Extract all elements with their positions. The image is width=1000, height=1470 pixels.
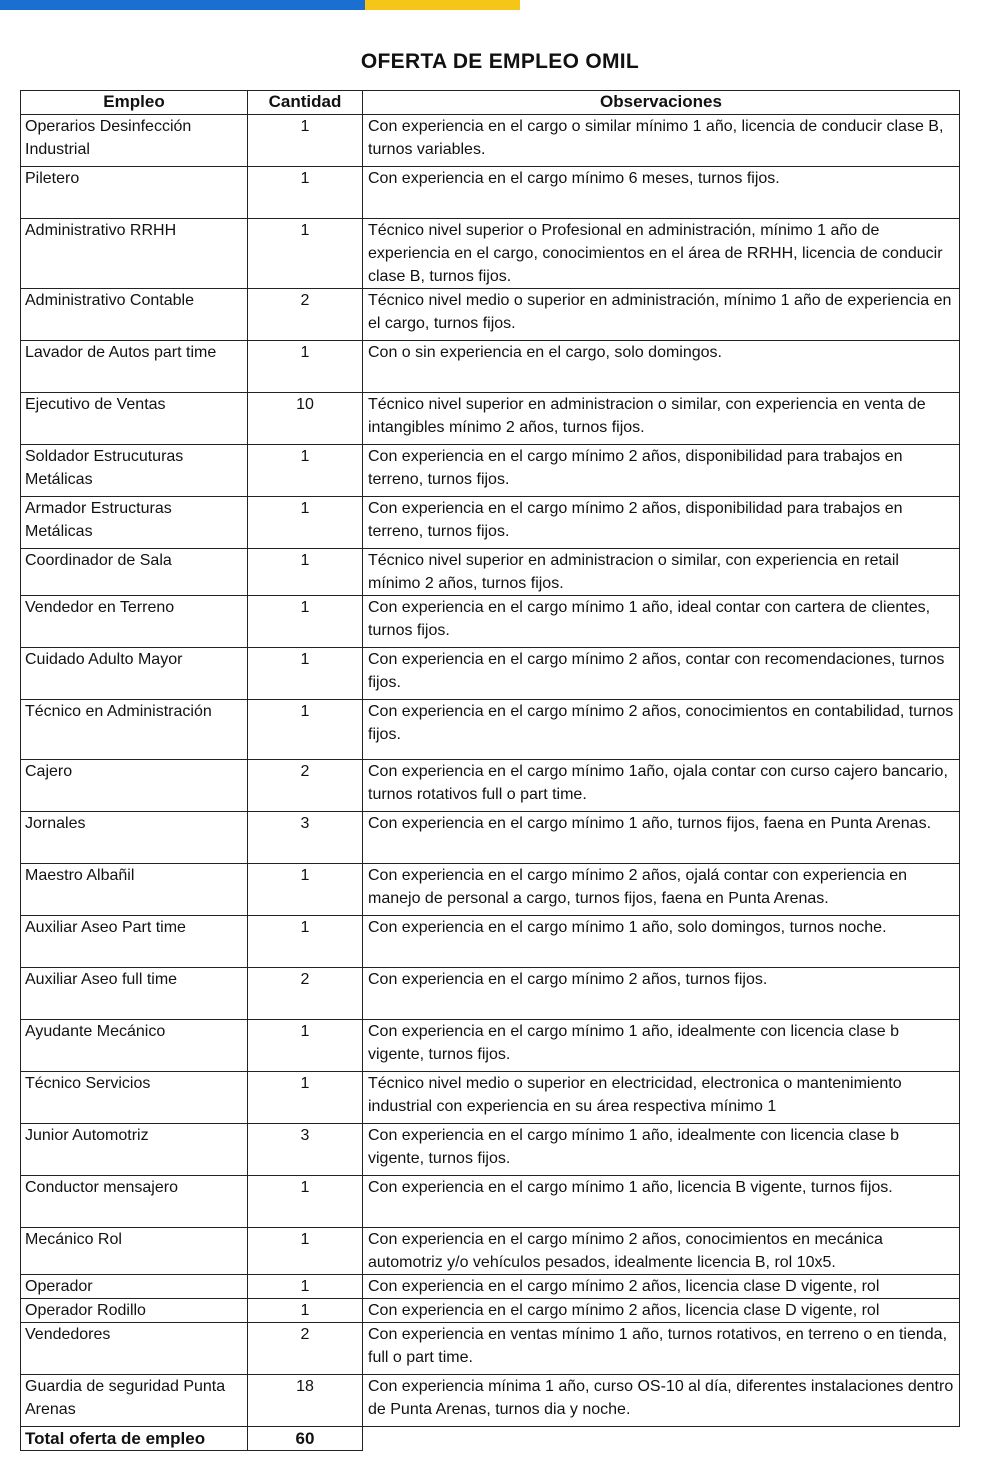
table-row [21, 497, 960, 549]
table-row [21, 393, 960, 445]
table-row [21, 167, 960, 219]
cell-empleo: Operador [21, 1275, 248, 1299]
cell-observaciones: Con experiencia mínima 1 año, curso OS-10 al día, diferentes instalaciones dentro de Punta Arenas, turnos dia y noche. [363, 1375, 960, 1427]
cell-empleo: Armador Estructuras Metálicas [21, 497, 248, 549]
cell-empleo: Ejecutivo de Ventas [21, 393, 248, 445]
header-observaciones: Observaciones [363, 91, 960, 115]
cell-observaciones: Técnico nivel medio o superior en electricidad, electronica o mantenimiento industrial con experiencia en su área respectiva mínimo 1 [363, 1072, 960, 1124]
cell-empleo: Lavador de Autos part time [21, 341, 248, 393]
cell-observaciones: Técnico nivel superior en administracion o similar, con experiencia en retail mínimo 2 años, turnos fijos. [363, 549, 960, 596]
table-row [21, 916, 960, 968]
cell-observaciones: Con experiencia en el cargo mínimo 2 años, ojalá contar con experiencia en manejo de personal a cargo, turnos fijos, faena en Punta Arenas. [363, 864, 960, 916]
total-value: 60 [248, 1427, 363, 1451]
total-blank [363, 1427, 960, 1451]
table-row [21, 289, 960, 341]
cell-empleo: Técnico en Administración [21, 700, 248, 760]
table-row [21, 1275, 960, 1299]
cell-empleo: Administrativo RRHH [21, 219, 248, 289]
cell-empleo: Conductor mensajero [21, 1176, 248, 1228]
cell-cantidad: 1 [248, 596, 363, 648]
cell-cantidad: 3 [248, 812, 363, 864]
cell-empleo: Coordinador de Sala [21, 549, 248, 596]
cell-cantidad: 1 [248, 341, 363, 393]
cell-cantidad: 1 [248, 167, 363, 219]
cell-observaciones: Técnico nivel superior en administracion o similar, con experiencia en venta de intangibles mínimo 2 años, turnos fijos. [363, 393, 960, 445]
cell-observaciones: Técnico nivel superior o Profesional en administración, mínimo 1 año de experiencia en el cargo, conocimientos en el área de RRHH, licencia de conducir clase B, turnos fijos. [363, 219, 960, 289]
cell-observaciones: Con experiencia en el cargo mínimo 2 años, conocimientos en contabilidad, turnos fijos. [363, 700, 960, 760]
cell-cantidad: 10 [248, 393, 363, 445]
cell-empleo: Administrativo Contable [21, 289, 248, 341]
top-bar-blue [0, 0, 365, 10]
table-row [21, 1124, 960, 1176]
cell-empleo: Vendedor en Terreno [21, 596, 248, 648]
cell-observaciones: Con experiencia en el cargo mínimo 2 años, licencia clase D vigente, rol [363, 1299, 960, 1323]
cell-observaciones: Con experiencia en el cargo mínimo 6 meses, turnos fijos. [363, 167, 960, 219]
cell-observaciones: Con experiencia en el cargo mínimo 2 años, contar con recomendaciones, turnos fijos. [363, 648, 960, 700]
cell-observaciones: Con experiencia en el cargo mínimo 2 años, disponibilidad para trabajos en terreno, turnos fijos. [363, 445, 960, 497]
cell-observaciones: Con experiencia en el cargo mínimo 2 años, turnos fijos. [363, 968, 960, 1020]
cell-observaciones: Con experiencia en el cargo mínimo 1 año, solo domingos, turnos noche. [363, 916, 960, 968]
cell-observaciones: Con experiencia en el cargo mínimo 1 año, turnos fijos, faena en Punta Arenas. [363, 812, 960, 864]
header-empleo: Empleo [21, 91, 248, 115]
table-row [21, 341, 960, 393]
table-row [21, 1323, 960, 1375]
cell-cantidad: 1 [248, 1228, 363, 1275]
header-cantidad: Cantidad [248, 91, 363, 115]
cell-empleo: Junior Automotriz [21, 1124, 248, 1176]
cell-empleo: Piletero [21, 167, 248, 219]
cell-empleo: Auxiliar Aseo Part time [21, 916, 248, 968]
table-row [21, 812, 960, 864]
cell-empleo: Cuidado Adulto Mayor [21, 648, 248, 700]
table-row [21, 115, 960, 167]
cell-empleo: Mecánico Rol [21, 1228, 248, 1275]
cell-cantidad: 18 [248, 1375, 363, 1427]
cell-cantidad: 1 [248, 445, 363, 497]
table-row [21, 1072, 960, 1124]
cell-cantidad: 1 [248, 1020, 363, 1072]
cell-cantidad: 1 [248, 916, 363, 968]
cell-empleo: Soldador Estrucuturas Metálicas [21, 445, 248, 497]
page-title: OFERTA DE EMPLEO OMIL [360, 50, 640, 73]
cell-cantidad: 2 [248, 760, 363, 812]
table-row [21, 1228, 960, 1275]
cell-cantidad: 1 [248, 648, 363, 700]
cell-empleo: Guardia de seguridad Punta Arenas [21, 1375, 248, 1427]
table-row [21, 219, 960, 289]
cell-cantidad: 2 [248, 1323, 363, 1375]
table-row [21, 596, 960, 648]
cell-empleo: Vendedores [21, 1323, 248, 1375]
cell-observaciones: Con experiencia en el cargo mínimo 2 años, licencia clase D vigente, rol [363, 1275, 960, 1299]
cell-empleo: Operador Rodillo [21, 1299, 248, 1323]
total-row [21, 1427, 960, 1451]
table-row [21, 1299, 960, 1323]
cell-cantidad: 1 [248, 700, 363, 760]
cell-cantidad: 1 [248, 497, 363, 549]
cell-observaciones: Con experiencia en el cargo mínimo 2 años, conocimientos en mecánica automotriz y/o vehículos pesados, idealmente licencia B, rol 10x5. [363, 1228, 960, 1275]
cell-cantidad: 2 [248, 968, 363, 1020]
cell-cantidad: 1 [248, 1072, 363, 1124]
cell-cantidad: 1 [248, 1275, 363, 1299]
cell-empleo: Maestro Albañil [21, 864, 248, 916]
cell-empleo: Auxiliar Aseo full time [21, 968, 248, 1020]
cell-empleo: Cajero [21, 760, 248, 812]
cell-empleo: Jornales [21, 812, 248, 864]
table-row [21, 648, 960, 700]
cell-observaciones: Con experiencia en el cargo mínimo 1 año, ideal contar con cartera de clientes, turnos fijos. [363, 596, 960, 648]
total-label: Total oferta de empleo [21, 1427, 248, 1451]
table-row [21, 1020, 960, 1072]
cell-cantidad: 3 [248, 1124, 363, 1176]
cell-observaciones: Con experiencia en el cargo mínimo 1 año, idealmente con licencia clase b vigente, turnos fijos. [363, 1020, 960, 1072]
cell-cantidad: 2 [248, 289, 363, 341]
cell-observaciones: Técnico nivel medio o superior en administración, mínimo 1 año de experiencia en el cargo, turnos fijos. [363, 289, 960, 341]
cell-cantidad: 1 [248, 864, 363, 916]
cell-empleo: Ayudante Mecánico [21, 1020, 248, 1072]
cell-observaciones: Con experiencia en el cargo mínimo 2 años, disponibilidad para trabajos en terreno, turnos fijos. [363, 497, 960, 549]
cell-observaciones: Con experiencia en ventas mínimo 1 año, turnos rotativos, en terreno o en tienda, full o part time. [363, 1323, 960, 1375]
cell-cantidad: 1 [248, 219, 363, 289]
cell-observaciones: Con o sin experiencia en el cargo, solo domingos. [363, 341, 960, 393]
cell-observaciones: Con experiencia en el cargo o similar mínimo 1 año, licencia de conducir clase B, turnos variables. [363, 115, 960, 167]
table-row [21, 968, 960, 1020]
cell-observaciones: Con experiencia en el cargo mínimo 1 año, idealmente con licencia clase b vigente, turnos fijos. [363, 1124, 960, 1176]
cell-cantidad: 1 [248, 1176, 363, 1228]
table-header-row [21, 91, 960, 115]
top-bar-yellow [365, 0, 520, 10]
cell-observaciones: Con experiencia en el cargo mínimo 1 año, licencia B vigente, turnos fijos. [363, 1176, 960, 1228]
job-offers-table [20, 90, 960, 1451]
cell-cantidad: 1 [248, 115, 363, 167]
table-row [21, 864, 960, 916]
top-color-bar [0, 0, 520, 10]
cell-cantidad: 1 [248, 549, 363, 596]
table-row [21, 700, 960, 760]
cell-observaciones: Con experiencia en el cargo mínimo 1año, ojala contar con curso cajero bancario, turnos rotativos full o part time. [363, 760, 960, 812]
table-row [21, 760, 960, 812]
cell-empleo: Operarios Desinfección Industrial [21, 115, 248, 167]
cell-cantidad: 1 [248, 1299, 363, 1323]
table-row [21, 1176, 960, 1228]
table-row [21, 549, 960, 596]
cell-empleo: Técnico Servicios [21, 1072, 248, 1124]
table-row [21, 445, 960, 497]
table-row [21, 1375, 960, 1427]
